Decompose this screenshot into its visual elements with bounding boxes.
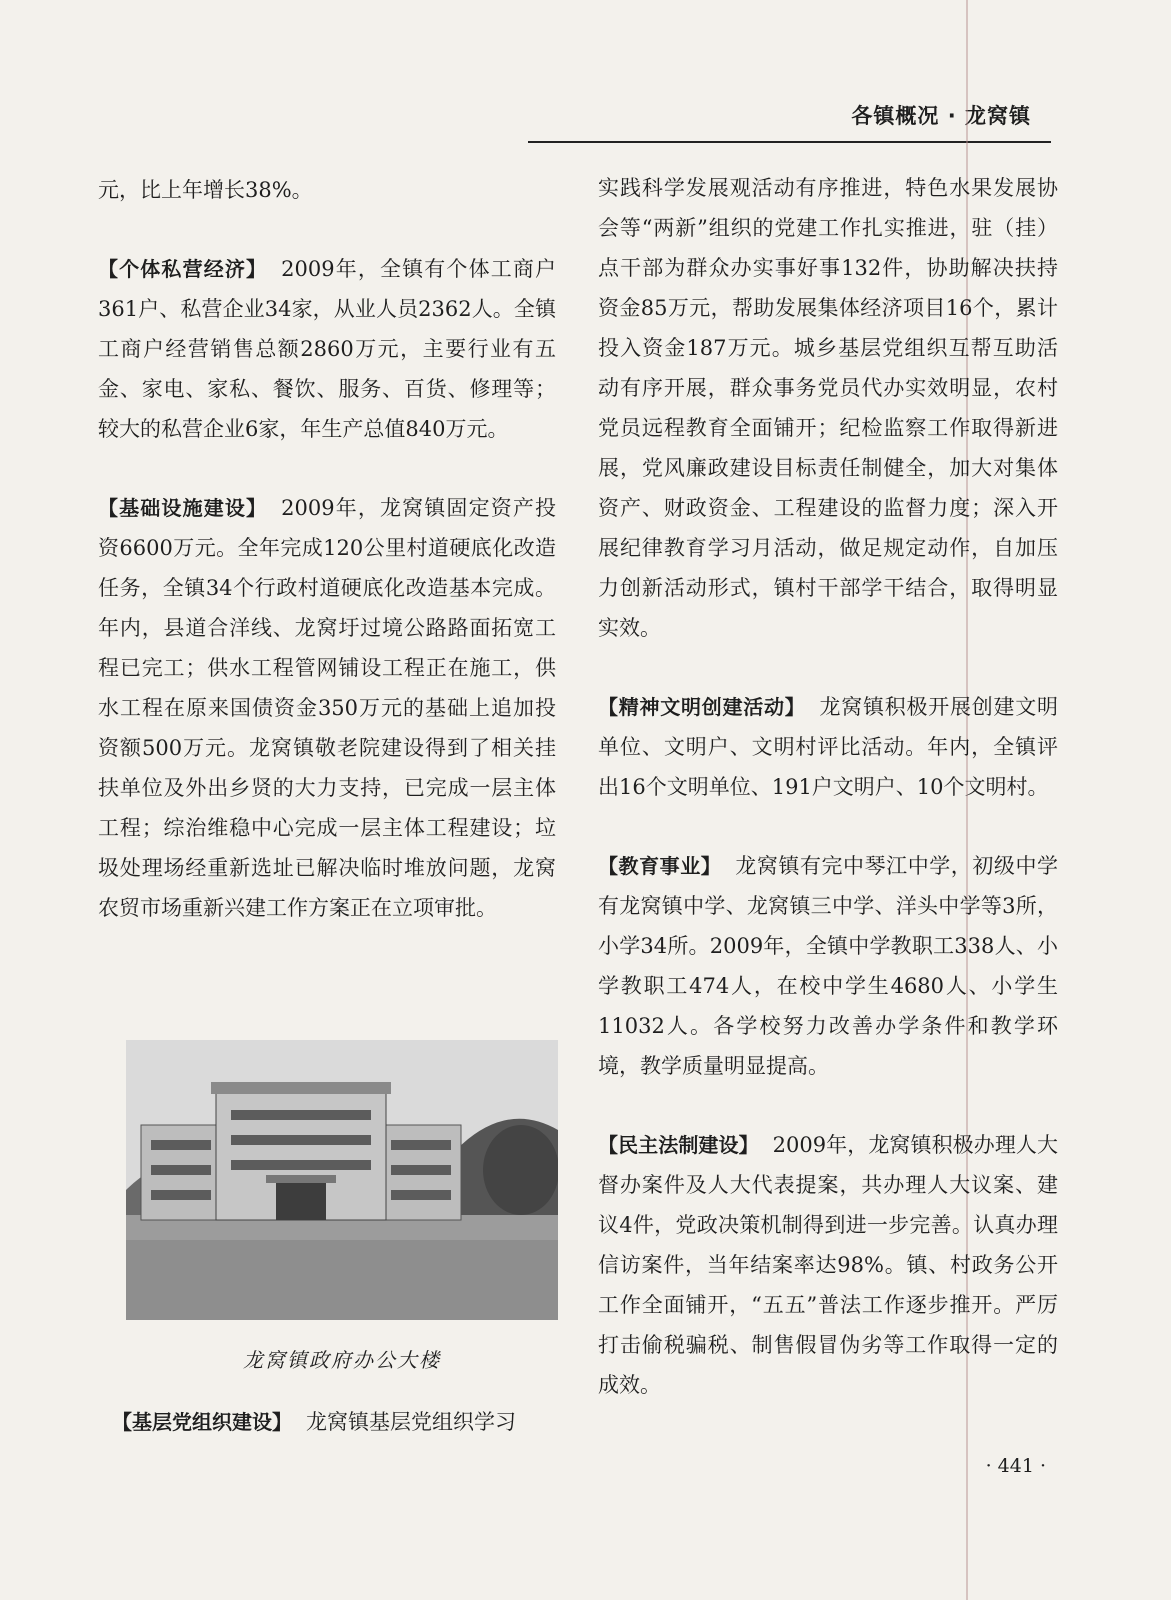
right-column bbox=[598, 168, 1058, 1405]
party-building-text: 龙窝镇基层党组织学习 bbox=[306, 1410, 516, 1434]
infrastructure-tag: 【基础设施建设】 bbox=[98, 496, 268, 520]
left-column bbox=[98, 170, 556, 928]
civilization-paragraph bbox=[598, 687, 1058, 807]
intro-paragraph: 元，比上年增长38%。 bbox=[98, 178, 313, 202]
page-number: · 441 · bbox=[985, 1455, 1046, 1477]
private-economy-paragraph bbox=[98, 249, 556, 449]
private-economy-tag: 【个体私营经济】 bbox=[98, 257, 268, 281]
photo-caption: 龙窝镇政府办公大楼 bbox=[243, 1348, 441, 1372]
rule-of-law-paragraph bbox=[598, 1125, 1058, 1405]
party-building-paragraph bbox=[112, 1402, 572, 1442]
infrastructure-paragraph bbox=[98, 488, 556, 928]
civilization-tag: 【精神文明创建活动】 bbox=[598, 695, 806, 719]
infrastructure-text: 2009年，龙窝镇固定资产投资6600万元。全年完成120公里村道硬底化改造任务，全镇34个行政村道硬底化改造基本完成。年内，县道合洋线、龙窝圩过境公路路面拓宽工程已完工；供水工程管网铺设工程正在施工，供水工程在原来国债资金350万元的基础上追加投资额500万元。龙窝镇敬老院建设得到了相关挂扶单位及外出乡贤的大力支持，已完成一层主体工程；综治维稳中心完成一层主体工程建设；垃圾处理场经重新选址已解决临时堆放问题，龙窝农贸市场重新兴建工作方案正在立项审批。 bbox=[98, 496, 556, 920]
civilization-text: 龙窝镇积极开展创建文明单位、文明户、文明村评比活动。年内，全镇评出16个文明单位、191户文明户、10个文明村。 bbox=[598, 695, 1058, 799]
rule-of-law-text: 2009年，龙窝镇积极办理人大督办案件及人大代表提案，共办理人大议案、建议4件，党政决策机制得到进一步完善。认真办理信访案件，当年结案率达98%。镇、村政务公开工作全面铺开，“五五”普法工作逐步推开。严厉打击偷税骗税、制售假冒伪劣等工作取得一定的成效。 bbox=[598, 1133, 1058, 1397]
rule-of-law-tag: 【民主法制建设】 bbox=[598, 1133, 759, 1157]
header-rule bbox=[528, 141, 1051, 143]
private-economy-text: 2009年，全镇有个体工商户361户、私营企业34家，从业人员2362人。全镇工商户经营销售总额2860万元，主要行业有五金、家电、家私、餐饮、服务、百货、修理等；较大的私营企业6家，年生产总值840万元。 bbox=[98, 257, 556, 441]
party-building-tag: 【基层党组织建设】 bbox=[112, 1410, 292, 1434]
section-header-title: 各镇概况 · 龙窝镇 bbox=[851, 104, 1031, 128]
education-text: 龙窝镇有完中琴江中学，初级中学有龙窝镇中学、龙窝镇三中学、洋头中学等3所，小学34所。2009年，全镇中学教职工338人、小学教职工474人，在校中学生4680人、小学生11032人。各学校努力改善办学条件和教学环境，教学质量明显提高。 bbox=[598, 854, 1059, 1078]
building-illustration bbox=[126, 1040, 558, 1320]
party-building-continued: 实践科学发展观活动有序推进，特色水果发展协会等“两新”组织的党建工作扎实推进，驻（挂）点干部为群众办实事好事132件，协助解决扶持资金85万元，帮助发展集体经济项目16个，累计投入资金187万元。城乡基层党组织互帮互助活动有序开展，群众事务党员代办实效明显，农村党员远程教育全面铺开；纪检监察工作取得新进展，党风廉政建设目标责任制健全，加大对集体资产、财政资金、工程建设的监督力度；深入开展纪律教育学习月活动，做足规定动作，自加压力创新活动形式，镇村干部学干结合，取得明显实效。 bbox=[598, 176, 1058, 640]
education-tag: 【教育事业】 bbox=[598, 854, 722, 878]
government-building-photo bbox=[126, 1040, 558, 1320]
education-paragraph bbox=[598, 846, 1058, 1086]
